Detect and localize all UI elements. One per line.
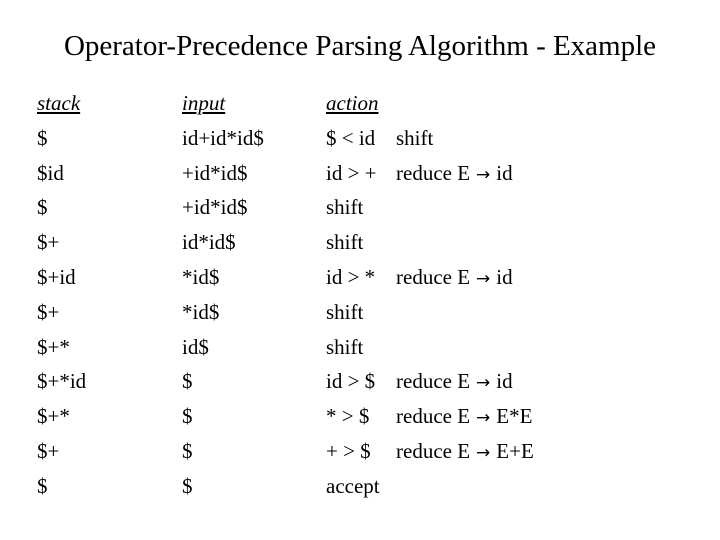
action-cell: [326, 434, 534, 469]
input-cell: $: [182, 473, 193, 498]
stack-cell: $+*: [37, 334, 70, 359]
precedence-relation: id > $: [326, 369, 376, 394]
stack-cell: $: [37, 195, 48, 220]
action-cell: [326, 260, 534, 295]
production-rhs: id: [496, 369, 513, 394]
stack-cell: $+: [37, 438, 60, 463]
precedence-relation: + > $: [326, 438, 371, 463]
production-rhs: E+E: [496, 438, 534, 463]
action-text: shift: [326, 195, 364, 220]
action-cell: [326, 364, 534, 399]
action-header: action: [326, 91, 379, 115]
input-cell: id+id*id$: [182, 125, 264, 150]
stack-cell: $id: [37, 160, 64, 185]
stack-cell: $: [37, 125, 48, 150]
input-cell: $: [182, 369, 193, 394]
input-column: [182, 86, 264, 504]
right-arrow-icon: →: [476, 373, 491, 394]
action-text: reduce E: [396, 369, 471, 394]
input-cell: +id*id$: [182, 160, 248, 185]
action-cell: [326, 225, 534, 260]
stack-cell: $+*: [37, 404, 70, 429]
action-cell: [326, 295, 534, 330]
action-cell: [326, 330, 534, 365]
input-cell: $: [182, 404, 193, 429]
action-cell: [326, 121, 534, 156]
action-text: reduce E: [396, 160, 471, 185]
action-cell: [326, 190, 534, 225]
action-cell: [326, 156, 534, 191]
page-title: Operator-Precedence Parsing Algorithm - Example: [63, 30, 657, 62]
stack-header: stack: [37, 91, 81, 115]
precedence-relation: * > $: [326, 404, 370, 429]
action-text: shift: [326, 230, 364, 255]
right-arrow-icon: →: [476, 442, 491, 463]
right-arrow-icon: →: [476, 164, 491, 185]
stack-cell: $+id: [37, 264, 76, 289]
input-cell: *id$: [182, 264, 220, 289]
action-cell: [326, 399, 534, 434]
action-text: accept: [326, 473, 380, 498]
input-cell: id$: [182, 334, 209, 359]
stack-cell: $+*id: [37, 369, 87, 394]
action-column: [326, 86, 534, 504]
precedence-relation: $ < id: [326, 125, 376, 150]
stack-cell: $+: [37, 299, 60, 324]
precedence-relation: id > *: [326, 264, 376, 289]
input-header: input: [182, 91, 226, 115]
right-arrow-icon: →: [476, 268, 491, 289]
input-cell: id*id$: [182, 230, 236, 255]
input-cell: *id$: [182, 299, 220, 324]
action-text: reduce E: [396, 264, 471, 289]
precedence-relation: id > +: [326, 160, 377, 185]
action-cell: [326, 469, 534, 504]
action-text: shift: [326, 299, 364, 324]
input-cell: $: [182, 438, 193, 463]
production-rhs: id: [496, 160, 513, 185]
input-cell: +id*id$: [182, 195, 248, 220]
stack-cell: $: [37, 473, 48, 498]
right-arrow-icon: →: [476, 408, 491, 429]
stack-cell: $+: [37, 230, 60, 255]
action-text: reduce E: [396, 438, 471, 463]
production-rhs: E*E: [496, 404, 533, 429]
action-text: shift: [396, 125, 434, 150]
action-text: reduce E: [396, 404, 471, 429]
stack-column: [37, 86, 86, 504]
action-text: shift: [326, 334, 364, 359]
production-rhs: id: [496, 264, 513, 289]
